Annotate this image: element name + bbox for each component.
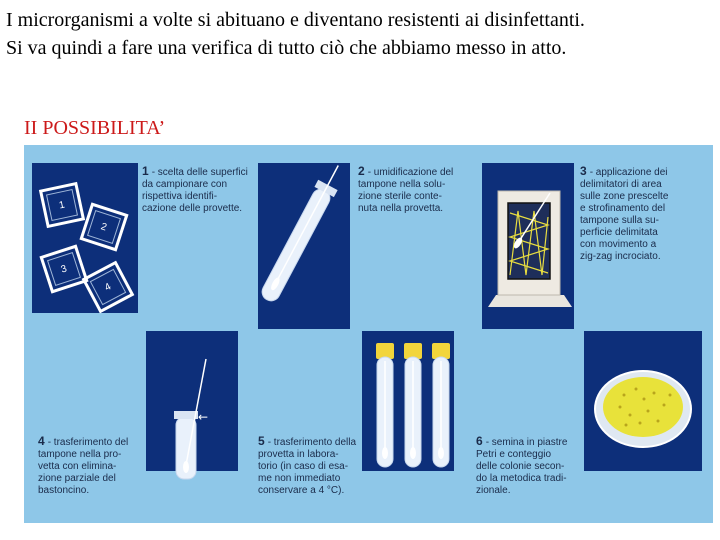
surface-label-4: 4: [103, 281, 114, 294]
step-1-caption: [142, 165, 248, 215]
capped-tube-2: [404, 343, 422, 467]
scene-6-petri-dish: [584, 331, 702, 471]
capped-tube-3: [432, 343, 450, 467]
scene-5-capped-tubes: [362, 331, 454, 471]
scene-3-delimiter: [482, 163, 574, 329]
step-number: 1: [142, 164, 149, 178]
heading-line-1: I microrganismi a volte si abituano e diventano resistenti ai disinfettanti.: [6, 9, 585, 31]
heading-line-2: Si va quindi a fare una verifica di tutto ciò che abbiamo messo in atto.: [6, 37, 567, 59]
scene-2-swab-tube: [257, 160, 350, 329]
svg-text:←: ←: [198, 410, 209, 424]
step-text: - semina in piastre Petri e conteggio delle colonie secon- do la metodica tradi- zionale.: [476, 437, 568, 496]
step-number: 3: [580, 164, 587, 178]
step-text: - scelta delle superfici da campionare con rispettiva identifi- cazione delle provette.: [142, 167, 248, 214]
step-number: 5: [258, 434, 265, 448]
surface-label-1: 1: [58, 199, 66, 212]
step-3-caption: [580, 165, 668, 263]
capped-tube-1: [376, 343, 394, 467]
step-number: 6: [476, 434, 483, 448]
subheading: II POSSIBILITA’: [24, 117, 166, 139]
scene-4-tube-transfer: [146, 331, 238, 479]
step-6-caption: [476, 435, 567, 497]
surface-label-2: 2: [99, 221, 108, 234]
procedure-illustration: [24, 145, 713, 523]
scene-1-surfaces: [32, 163, 138, 313]
step-number: 4: [38, 434, 45, 448]
step-5-caption: [258, 435, 356, 497]
step-text: - applicazione dei delimitatori di area sulle zone prescelte e strofinamento del tampone sulla su- perficie delimitata con movimento a zig-zag incrociato.: [580, 167, 669, 262]
step-4-caption: [38, 435, 128, 497]
step-number: 2: [358, 164, 365, 178]
step-text: - trasferimento della provetta in labora- torio (in caso di esa- me non immediato conservare a 4 °C).: [258, 437, 357, 496]
step-text: - umidificazione del tampone nella solu- zione sterile conte- nuta nella provetta.: [358, 167, 454, 214]
surface-label-3: 3: [59, 263, 69, 276]
step-text: - trasferimento del tampone nella pro- vetta con elimina- zione parziale del bastoncino.: [38, 437, 129, 496]
step-2-caption: [358, 165, 453, 215]
